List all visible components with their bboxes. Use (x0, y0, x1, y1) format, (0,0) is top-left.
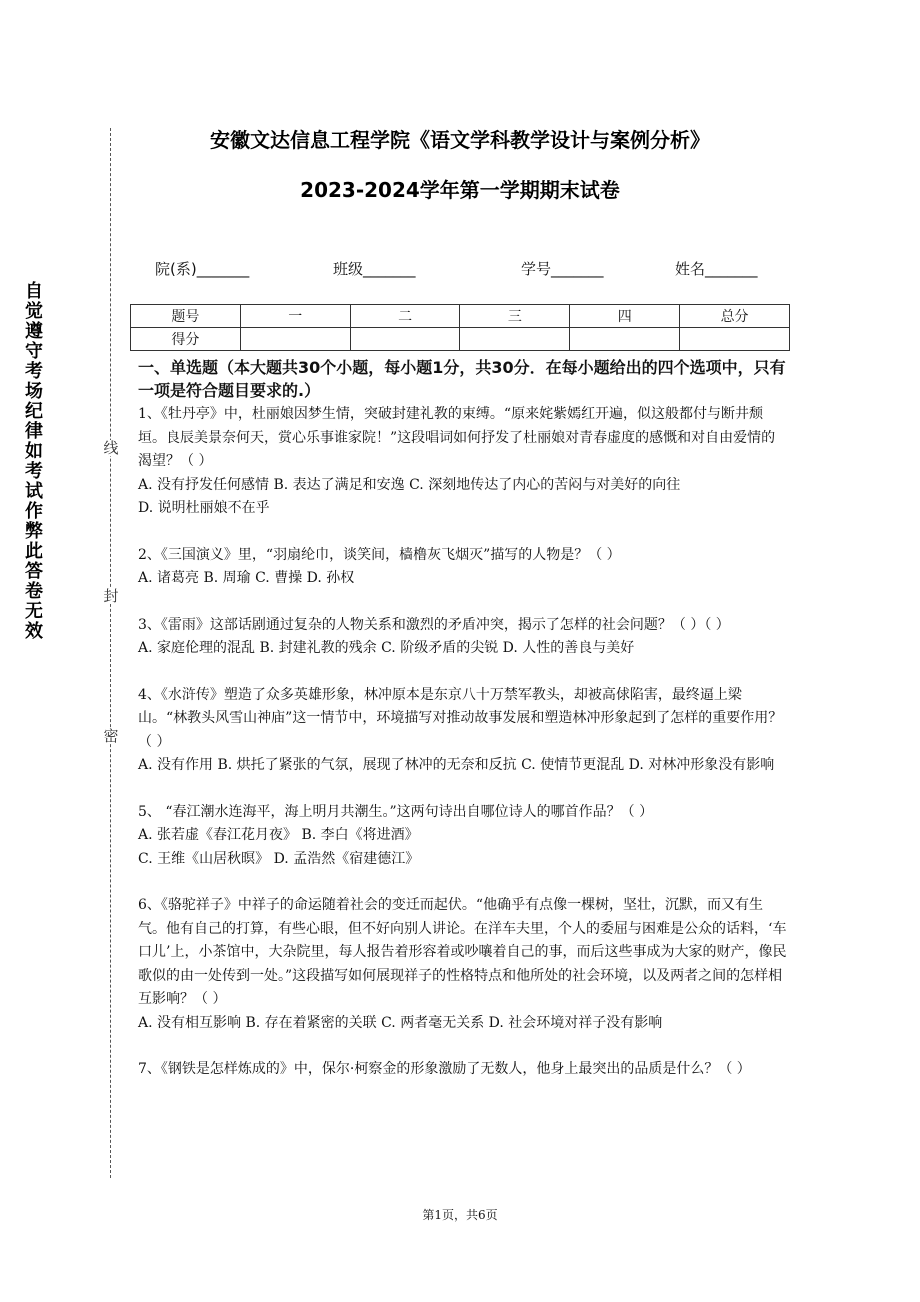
question-6 (138, 894, 788, 1035)
question-3 (138, 614, 788, 661)
score-table-header-row (131, 305, 790, 328)
score-table-cell: 二 (350, 305, 460, 328)
question-stem: 4、《水浒传》塑造了众多英雄形象，林冲原本是东京八十万禁军教头，却被高俅陷害，最终逼上梁山。“林教头风雪山神庙”这一情节中，环境描写对推动故事发展和塑造林冲形象起到了怎样的重要作用？（ ） (138, 686, 783, 750)
department-field[interactable]: 院(系)_______ (155, 260, 250, 278)
seal-mark-secret: 密 (103, 727, 119, 745)
score-input-cell[interactable] (570, 328, 680, 351)
question-list (138, 403, 788, 1105)
exam-title-line1: 安徽文达信息工程学院《语文学科教学设计与案例分析》 (210, 128, 710, 152)
score-input-cell[interactable] (240, 328, 350, 351)
class-field[interactable]: 班级_______ (333, 260, 416, 278)
score-table-cell: 得分 (131, 328, 241, 351)
question-stem: 2、《三国演义》里，“羽扇纶巾，谈笑间，樯橹灰飞烟灭”描写的人物是？（ ） (138, 546, 621, 563)
question-options: A. 没有相互影响 B. 存在着紧密的关联 C. 两者毫无关系 D. 社会环境对祥子没有影响 (138, 1014, 663, 1031)
score-input-cell[interactable] (680, 328, 790, 351)
score-table-cell: 一 (240, 305, 350, 328)
question-options: A. 没有作用 B. 烘托了紧张的气氛，展现了林冲的无奈和反抗 C. 使情节更混乱 D. 对林冲形象没有影响 (138, 757, 775, 773)
question-stem: 1、《牡丹亭》中，杜丽娘因梦生情，突破封建礼教的束缚。“原来姹紫嫣红开遍，似这般都付与断井颓垣。良辰美景奈何天，赏心乐事谁家院！”这段唱词如何抒发了杜丽娘对青春虚度的感慨和对自由爱情的渴望？（ ） (138, 406, 776, 469)
question-options: C. 王维《山居秋暝》 D. 孟浩然《宿建德江》 (138, 850, 420, 867)
score-table-cell: 总分 (680, 305, 790, 328)
question-options: A. 诸葛亮 B. 周瑜 C. 曹操 D. 孙权 (138, 570, 355, 586)
name-field[interactable]: 姓名_______ (675, 260, 758, 278)
score-input-cell[interactable] (350, 328, 460, 351)
binding-dashed-line (110, 128, 111, 1178)
exam-title-line2: 2023-2024学年第一学期期末试卷 (300, 178, 620, 202)
score-table-cell: 题号 (131, 305, 241, 328)
student-id-field[interactable]: 学号_______ (521, 260, 604, 278)
question-stem: 3、《雷雨》这部话剧通过复杂的人物关系和激烈的矛盾冲突，揭示了怎样的社会问题？（ ）（ ） (138, 616, 730, 633)
question-stem: 5、 “春江潮水连海平，海上明月共潮生。”这两句诗出自哪位诗人的哪首作品？（ ） (138, 803, 654, 820)
score-table (130, 304, 790, 351)
question-options: D. 说明杜丽娘不在乎 (138, 500, 270, 516)
question-stem: 6、《骆驼祥子》中祥子的命运随着社会的变迁而起伏。“他确乎有点像一棵树，坚壮，沉默，而又有生气。他有自己的打算，有些心眼，但不好向别人讲论。在洋车夫里，个人的委屈与困难是公众的话料，‘车口儿’上，小茶馆中，大杂院里，每人报告着形容着或吵嚷着自己的事，而后这些事成为大家的财产，像民歌似的由一处传到一处。”这段描写如何展现祥子的性格特点和他所处的社会环境，以及两者之间的怎样相互影响？（ ） (138, 897, 787, 1007)
question-2 (138, 544, 788, 591)
section-heading: 一、单选题（本大题共30个小题，每小题1分，共30分．在每小题给出的四个选项中，只有一项是符合题目要求的.） (138, 358, 786, 400)
question-options: A. 没有抒发任何感情 B. 表达了满足和安逸 C. 深刻地传达了内心的苦闷与对美好的向往 (138, 476, 681, 493)
question-stem: 7、《钢铁是怎样炼成的》中，保尔·柯察金的形象激励了无数人，他身上最突出的品质是什么？（ ） (138, 1061, 751, 1077)
question-4 (138, 684, 788, 778)
score-table-cell: 四 (570, 305, 680, 328)
question-5 (138, 801, 788, 872)
score-table-cell: 三 (460, 305, 570, 328)
question-options: A. 张若虚《春江花月夜》 B. 李白《将进酒》 (138, 827, 419, 843)
seal-mark-line: 线 (103, 439, 119, 457)
score-input-cell[interactable] (460, 328, 570, 351)
exam-discipline-note: 自觉遵守考场纪律如考试作弊此答卷无效 (25, 281, 43, 642)
question-1 (138, 403, 788, 521)
score-table-score-row (131, 328, 790, 351)
student-info-row (155, 258, 795, 282)
question-7 (138, 1058, 788, 1082)
question-options: A. 家庭伦理的混乱 B. 封建礼教的残余 C. 阶级矛盾的尖锐 D. 人性的善良与美好 (138, 640, 635, 656)
seal-mark-seal: 封 (103, 587, 119, 605)
page-footer: 第1页，共6页 (422, 1208, 498, 1222)
